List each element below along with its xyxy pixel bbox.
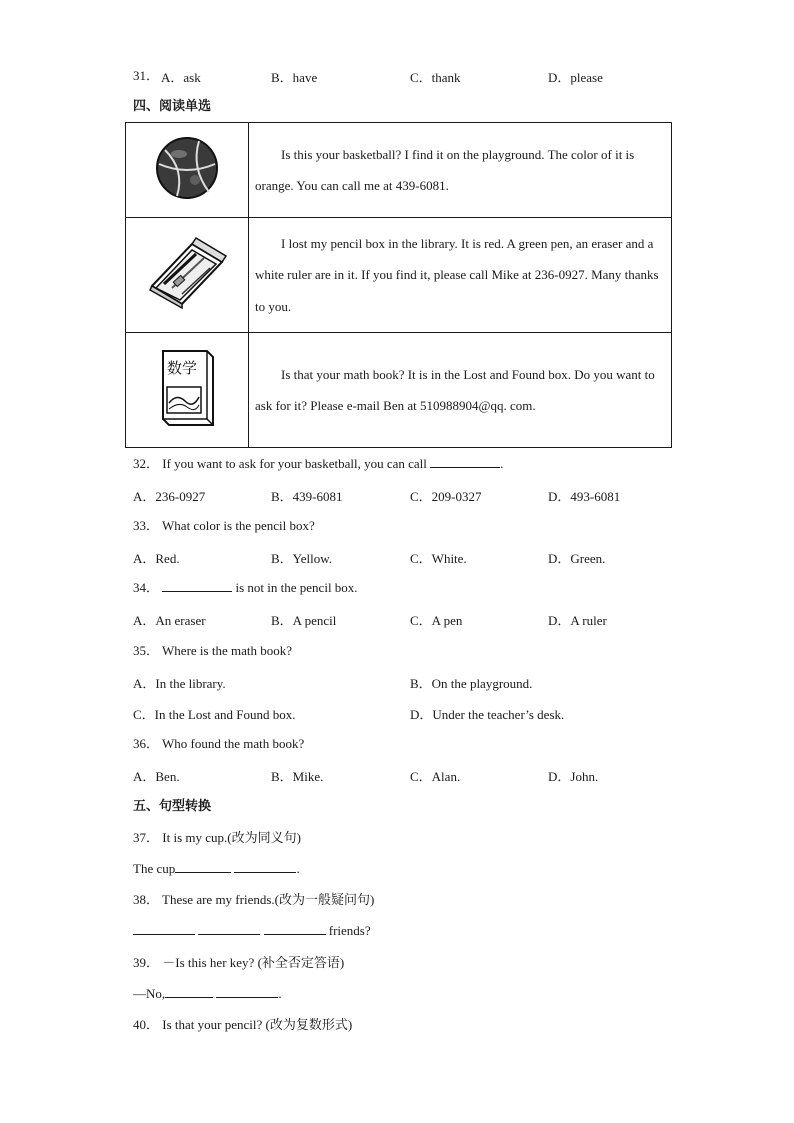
- answer-line-39: [133, 985, 282, 1003]
- option-b: B．On the playground.: [410, 676, 533, 691]
- answer-suffix: .: [278, 986, 282, 1001]
- question-40: [133, 1016, 352, 1034]
- question-number: 34．: [133, 580, 160, 595]
- option-a: A．Ben.: [133, 769, 180, 784]
- answer-prefix: The cup: [133, 861, 176, 876]
- notice-text-cell: [249, 333, 672, 448]
- option-d: D．John.: [548, 769, 599, 784]
- question-stem: It is my cup.(改为同义句): [162, 830, 301, 845]
- question-37: [133, 829, 301, 847]
- notice-row-math-book: [126, 333, 672, 448]
- option-c: C．White.: [410, 551, 467, 566]
- option-a: A．ask: [161, 70, 201, 85]
- question-stem: is not in the pencil box.: [235, 580, 358, 595]
- question-number: 39．: [133, 955, 160, 970]
- question-stem: If you want to ask for your basketball, you can call: [162, 456, 427, 471]
- option-a: A．Red.: [133, 551, 180, 566]
- answer-suffix: .: [296, 861, 300, 876]
- question-31: [133, 67, 159, 85]
- answer-blank[interactable]: [133, 922, 195, 935]
- question-number: 31．: [133, 68, 160, 83]
- question-32: [133, 455, 503, 473]
- answer-blank[interactable]: [430, 455, 500, 468]
- question-number: 38．: [133, 892, 160, 907]
- answer-blank[interactable]: [198, 922, 260, 935]
- basketball-icon: [155, 136, 219, 200]
- option-d: D．493-6081: [548, 489, 621, 504]
- notice-row-basketball: [126, 123, 672, 218]
- option-b: B．439-6081: [271, 489, 343, 504]
- notice-image-cell: [126, 123, 249, 218]
- option-c: C．A pen: [410, 613, 463, 628]
- notice-text-cell: [249, 123, 672, 218]
- answer-line-38: [133, 922, 371, 940]
- question-number: 35．: [133, 643, 160, 658]
- option-a: A．236-0927: [133, 489, 206, 504]
- question-stem: Who found the math book?: [162, 736, 305, 751]
- answer-prefix: —No,: [133, 986, 166, 1001]
- notice-text-basketball: Is this your basketball? I find it on the playground. The color of it is orange. You can call me at 439-6081.: [255, 146, 635, 193]
- option-a: A．An eraser: [133, 613, 206, 628]
- question-number: 36．: [133, 736, 160, 751]
- notice-text-pencil-box: I lost my pencil box in the library. It is red. A green pen, an eraser and a white ruler are in it. If you find it, please call Mike at 236-0927. Many thanks to you.: [255, 235, 659, 314]
- option-d: D．please: [548, 70, 603, 85]
- question-stem-end: .: [500, 456, 504, 471]
- question-stem: Is that your pencil? (改为复数形式): [162, 1017, 353, 1032]
- notice-text-cell: [249, 218, 672, 333]
- question-number: 37．: [133, 830, 160, 845]
- option-b: B．Yellow.: [271, 551, 333, 566]
- question-33: [133, 517, 315, 535]
- notice-image-cell: [126, 218, 249, 333]
- answer-blank[interactable]: [175, 860, 231, 873]
- notice-image-cell: [126, 333, 249, 448]
- notice-text-math-book: Is that your math book? It is in the Lost and Found box. Do you want to ask for it? Please e-mail Ben at 510988904@qq. com.: [255, 366, 655, 413]
- section-heading-transformation: 五、句型转换: [133, 799, 212, 814]
- answer-blank[interactable]: [162, 579, 232, 592]
- option-d: D．Green.: [548, 551, 606, 566]
- answer-blank[interactable]: [264, 922, 326, 935]
- question-stem: Where is the math book?: [162, 643, 292, 658]
- option-c: C．209-0327: [410, 489, 482, 504]
- math-book-label: 数学: [167, 359, 198, 377]
- section-heading-reading: 四、阅读单选: [133, 99, 212, 114]
- notice-table: [125, 122, 672, 448]
- question-stem: These are my friends.(改为一般疑问句): [162, 892, 375, 907]
- option-d: D．A ruler: [548, 613, 607, 628]
- answer-suffix: friends?: [328, 923, 371, 938]
- question-34: [133, 579, 358, 597]
- question-36: [133, 735, 304, 753]
- pencil-box-icon: [146, 236, 228, 310]
- question-number: 33．: [133, 518, 160, 533]
- question-number: 40．: [133, 1017, 160, 1032]
- option-c: C．thank: [410, 70, 461, 85]
- option-b: B．have: [271, 70, 318, 85]
- question-39: [133, 954, 344, 972]
- question-stem: What color is the pencil box?: [162, 518, 315, 533]
- option-b: B．A pencil: [271, 613, 337, 628]
- option-c: C．In the Lost and Found box.: [133, 707, 296, 722]
- answer-line-37: [133, 860, 300, 878]
- math-book-icon: [157, 347, 217, 429]
- question-stem: －Is this her key? (补全否定答语): [162, 955, 345, 970]
- option-d: D．Under the teacher’s desk.: [410, 707, 565, 722]
- notice-row-pencil-box: [126, 218, 672, 333]
- answer-blank[interactable]: [234, 860, 296, 873]
- answer-blank[interactable]: [216, 985, 278, 998]
- question-38: [133, 891, 374, 909]
- question-35: [133, 642, 292, 660]
- option-b: B．Mike.: [271, 769, 324, 784]
- answer-blank[interactable]: [165, 985, 213, 998]
- question-number: 32．: [133, 456, 160, 471]
- option-c: C．Alan.: [410, 769, 461, 784]
- option-a: A．In the library.: [133, 676, 226, 691]
